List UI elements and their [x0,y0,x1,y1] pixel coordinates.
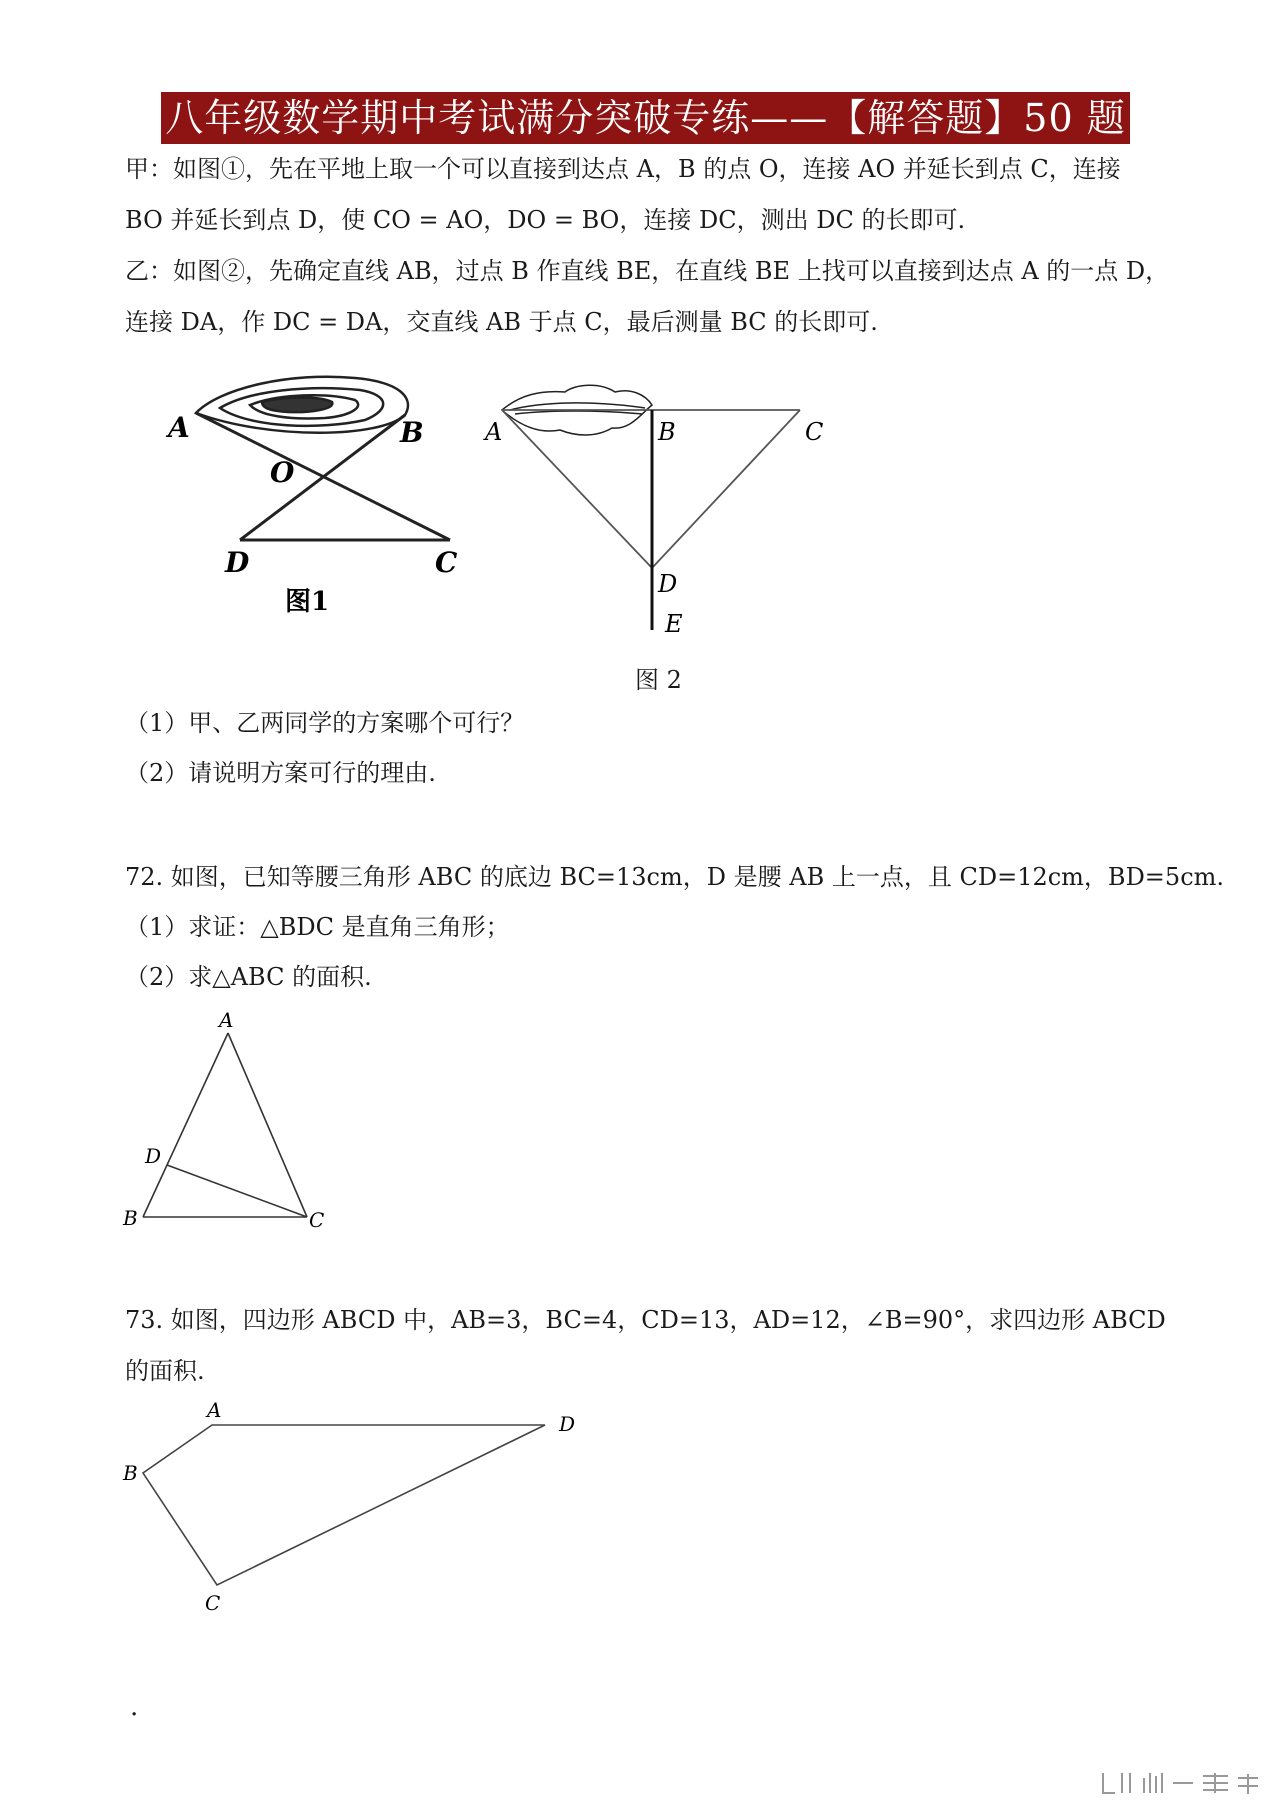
q73-label-b: B [123,1461,138,1485]
q71-sub2: （2）请说明方案可行的理由. [125,759,436,787]
fig2-label-d: D [658,570,678,598]
q73-label-a: A [207,1398,222,1422]
q71-yi-line2: 连接 DA，作 DC = DA，交直线 AB 于点 C，最后测量 BC 的长即可. [125,308,878,336]
fig1-label-a: A [168,411,190,444]
q72-label-b: B [123,1206,138,1230]
fig2-label-c: C [805,418,824,446]
q72-label-d: D [145,1144,162,1168]
q72-stem: 72. 如图，已知等腰三角形 ABC 的底边 BC=13cm，D 是腰 AB 上一点，且 CD=12cm，BD=5cm. [125,863,1225,891]
watermark-logo [1098,1768,1263,1798]
figure-q72 [115,1005,345,1245]
page-title: 八年级数学期中考试满分突破专练——【解答题】50 题 [161,92,1130,144]
q73-stem-line2: 的面积. [125,1357,205,1385]
q72-label-a: A [219,1008,234,1032]
q73-label-d: D [559,1412,576,1436]
fig2-label-b: B [658,418,676,446]
end-mark: . [130,1692,139,1722]
fig1-label-d: D [225,546,250,579]
q72-sub2: （2）求△ABC 的面积. [125,963,372,991]
q72-label-c: C [309,1208,325,1232]
q71-yi-line1: 乙：如图②，先确定直线 AB，过点 B 作直线 BE，在直线 BE 上找可以直接到达点 A 的一点 D， [125,257,1170,285]
figure-1 [150,360,503,620]
pond-contours [196,377,408,433]
fig1-caption: 图1 [285,587,330,617]
q71-jia-line2: BO 并延长到点 D，使 CO = AO，DO = BO，连接 DC，测出 DC 的长即可. [125,206,966,234]
q72-sub1: （1）求证：△BDC 是直角三角形； [125,913,510,941]
figure-q73 [115,1395,595,1625]
fig1-label-c: C [435,546,458,579]
q71-jia-line1: 甲：如图①，先在平地上取一个可以直接到达点 A，B 的点 O，连接 AO 并延长到点 C，连接 [125,155,1121,183]
q73-stem-line1: 73. 如图，四边形 ABCD 中，AB=3，BC=4，CD=13，AD=12，∠B=90°，求四边形 ABCD [125,1306,1166,1334]
fig2-label-e: E [665,610,683,638]
fig2-label-a: A [485,418,503,446]
fig1-label-b: B [400,416,424,449]
fig1-label-o: O [270,456,295,489]
figure-2 [480,370,840,640]
q71-sub1: （1）甲、乙两同学的方案哪个可行？ [125,709,525,737]
q73-label-c: C [205,1591,221,1615]
fig2-caption: 图 2 [635,666,682,694]
